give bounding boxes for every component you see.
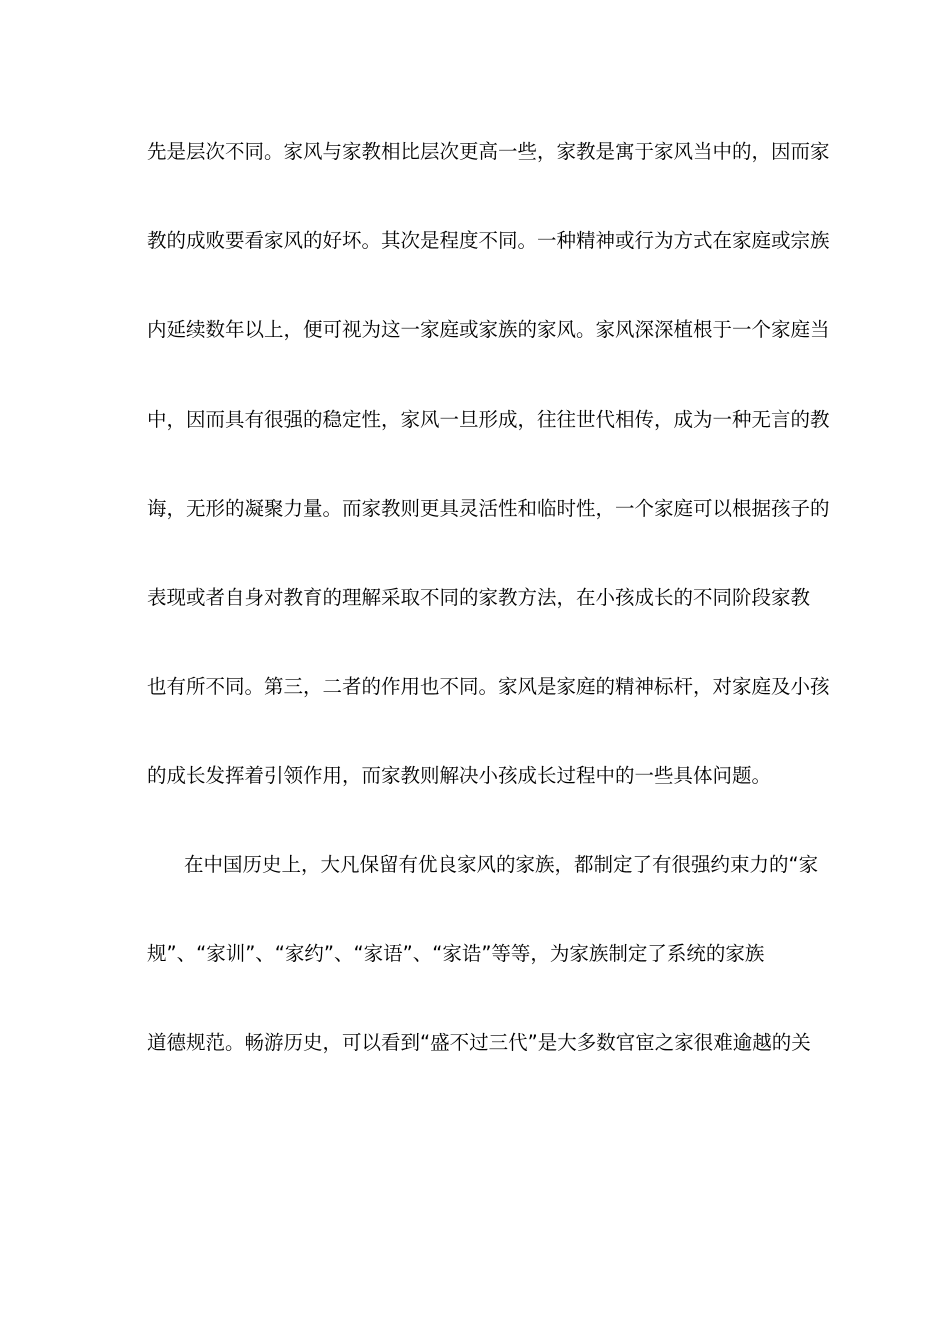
text-line: 在中国历史上，大凡保留有优良家风的家族，都制定了有很强约束力的“家 bbox=[184, 853, 819, 876]
text-line: 道德规范。畅游历史，可以看到“盛不过三代”是大多数官宦之家很难逾越的关 bbox=[147, 1031, 811, 1055]
paragraph-2 bbox=[147, 843, 819, 1111]
text-line: 的成长发挥着引领作用，而家教则解决小孩成长过程中的一些具体问题。 bbox=[147, 764, 772, 788]
text-line: 表现或者自身对教育的理解采取不同的家教方法，在小孩成长的不同阶段家教 bbox=[147, 585, 811, 609]
text-line: 教的成败要看家风的好坏。其次是程度不同。一种精神或行为方式在家庭或宗族 bbox=[147, 229, 830, 253]
text-line: 诲，无形的凝聚力量。而家教则更具灵活性和临时性，一个家庭可以根据孩子的 bbox=[147, 496, 830, 520]
text-line: 先是层次不同。家风与家教相比层次更高一些，家教是寓于家风当中的，因而家 bbox=[147, 140, 830, 163]
text-line: 也有所不同。第三，二者的作用也不同。家风是家庭的精神标杆，对家庭及小孩 bbox=[147, 675, 830, 699]
text-line: 中，因而具有很强的稳定性，家风一旦形成，往往世代相传，成为一种无言的教 bbox=[147, 407, 830, 431]
text-line: 内延续数年以上，便可视为这一家庭或家族的家风。家风深深植根于一个家庭当 bbox=[147, 318, 830, 342]
paragraph-1 bbox=[147, 130, 830, 844]
text-line: 规”、“家训”、“家约”、“家语”、“家诰”等等，为家族制定了系统的家族 bbox=[147, 942, 765, 966]
